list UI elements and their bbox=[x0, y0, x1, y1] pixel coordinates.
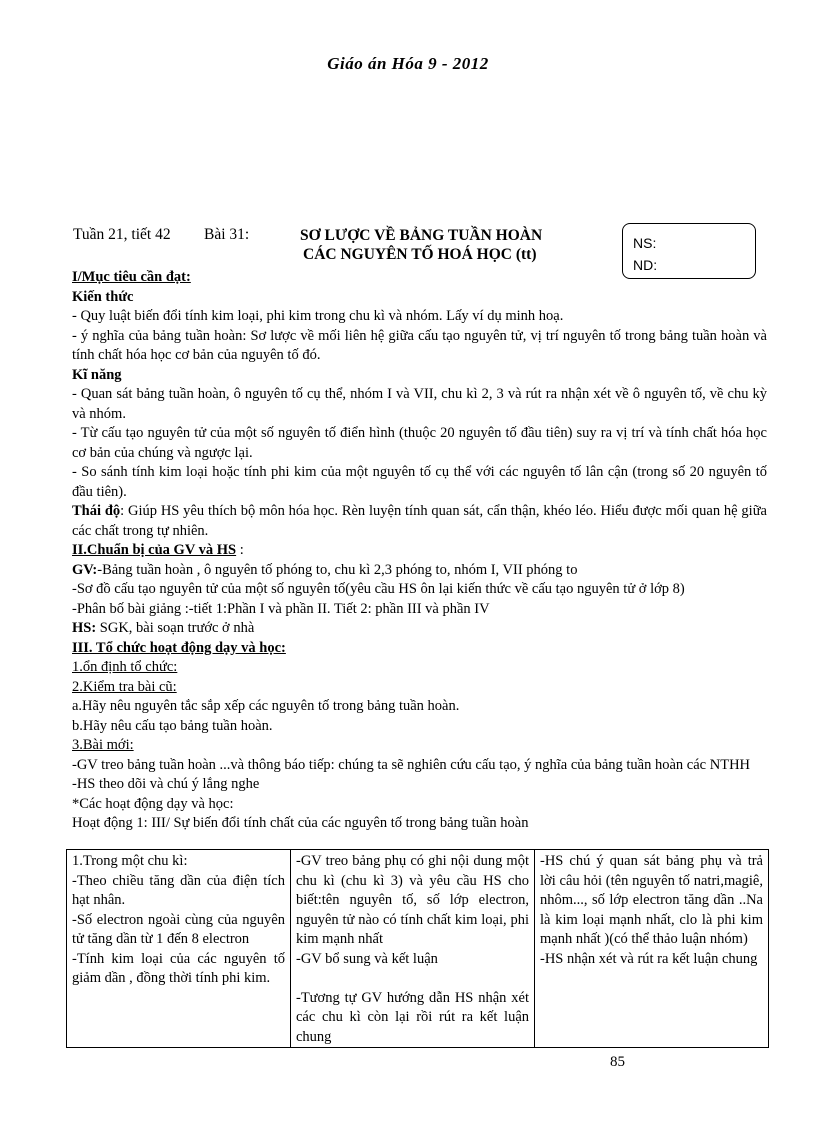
activity-table bbox=[66, 849, 769, 1048]
section3-heading: III. Tổ chức hoạt động dạy và học: bbox=[72, 639, 286, 656]
activity-title: Hoạt động 1: III/ Sự biến đổi tính chất của các nguyên tố trong bảng tuần hoàn bbox=[72, 815, 529, 831]
knowledge-item-1: - Quy luật biến đổi tính kim loại, phi kim trong chu kì và nhóm. Lấy ví dụ minh hoạ. bbox=[72, 308, 564, 324]
gv-item-3: -Phân bố bài giảng :-tiết 1:Phần I và phần II. Tiết 2: phần III và phần IV bbox=[72, 600, 490, 617]
table-cell-teacher bbox=[291, 850, 535, 1048]
gv-label: GV: bbox=[72, 561, 98, 578]
cell-line: 1.Trong một chu kì: bbox=[72, 853, 188, 869]
lesson-title-line1: SƠ LƯỢC VỀ BẢNG TUẦN HOÀN bbox=[300, 227, 543, 244]
attitude-paragraph bbox=[72, 502, 767, 541]
lesson-title bbox=[300, 226, 542, 264]
cell-line: -Tương tự GV hướng dẫn HS nhận xét các chu kì còn lại rồi rút ra kết luận chung bbox=[296, 989, 529, 1045]
section2-heading-suffix: : bbox=[236, 542, 244, 558]
lesson-title-line2: CÁC NGUYÊN TỐ HOÁ HỌC (tt) bbox=[303, 246, 537, 263]
intro-3: *Các hoạt động dạy và học: bbox=[72, 795, 234, 812]
cell-line: -Tính kim loại của các nguyên tố giảm dần , đồng thời tính phi kim. bbox=[72, 950, 285, 986]
section1-heading: I/Mục tiêu cần đạt: bbox=[72, 269, 191, 285]
cell-line: -HS nhận xét và rút ra kết luận chung bbox=[540, 950, 758, 967]
step-1: 1.ổn định tổ chức: bbox=[72, 659, 178, 675]
cell-line: -Số electron ngoài cùng của nguyên tử tăng dần từ 1 đến 8 electron bbox=[72, 911, 285, 947]
question-a: a.Hãy nêu nguyên tắc sắp xếp các nguyên tố trong bảng tuần hoàn. bbox=[72, 698, 460, 714]
table-cell-content bbox=[67, 850, 291, 1048]
knowledge-heading: Kiến thức bbox=[72, 288, 134, 305]
table-cell-student bbox=[535, 850, 769, 1048]
knowledge-item-2: - ý nghĩa của bảng tuần hoàn: Sơ lược về mối liên hệ giữa cấu tạo nguyên tử, vị trí nguyên tố trong bảng tuần hoàn và tính chất hóa học cơ bản của nguyên tố đó. bbox=[72, 327, 767, 363]
cell-line: -GV treo bảng phụ có ghi nội dung một chu kì (chu kì 3) và yêu cầu HS cho biết:tên nguyên tố, số lớp electron, nguyên tử nào có tính chất kim loại, phi kim mạnh nhất bbox=[296, 853, 529, 947]
cell-line: -GV bổ sung và kết luận bbox=[296, 950, 438, 967]
ns-label: NS: bbox=[633, 235, 657, 251]
step-2: 2.Kiểm tra bài cũ: bbox=[72, 678, 177, 695]
lesson-week: Tuần 21, tiết 42 bbox=[73, 226, 171, 243]
gv-text-1: -Bảng tuần hoàn , ô nguyên tố phóng to, chu kì 2,3 phóng to, nhóm I, VII phóng to bbox=[97, 561, 578, 578]
skill-item-1: - Quan sát bảng tuần hoàn, ô nguyên tố cụ thể, nhóm I và VII, chu kì 2, 3 và rút ra nhận xét về ô nguyên tố, về chu kỳ và nhóm. bbox=[72, 386, 767, 422]
section2-heading-row bbox=[72, 541, 767, 561]
page-header: Giáo án Hóa 9 - 2012 bbox=[327, 54, 489, 73]
gv-item-1 bbox=[72, 561, 767, 581]
question-b: b.Hãy nêu cấu tạo bảng tuần hoàn. bbox=[72, 717, 273, 734]
lesson-content bbox=[72, 268, 767, 834]
intro-2: -HS theo dõi và chú ý lắng nghe bbox=[72, 776, 260, 792]
intro-1: -GV treo bảng tuần hoàn ...và thông báo tiếp: chúng ta sẽ nghiên cứu cấu tạo, ý nghĩa của bảng tuần hoàn các NTHH bbox=[72, 756, 751, 773]
section2-heading: II.Chuẩn bị của GV và HS bbox=[72, 542, 237, 558]
skill-item-3: - So sánh tính kim loại hoặc tính phi kim của một nguyên tố cụ thể với các nguyên tố lân cận (trong số 20 nguyên tố đầu tiên). bbox=[72, 464, 767, 500]
table-row bbox=[67, 850, 769, 1048]
hs-label: HS: bbox=[72, 620, 97, 636]
skill-item-2: - Từ cấu tạo nguyên tử của một số nguyên tố điển hình (thuộc 20 nguyên tố đầu tiên) suy ra vị trí và tính chất hóa học cơ bản của chúng và ngược lại. bbox=[72, 425, 767, 461]
cell-line: -Theo chiều tăng dần của điện tích hạt nhân. bbox=[72, 872, 285, 908]
nd-label: ND: bbox=[633, 257, 658, 273]
skills-heading: Kĩ năng bbox=[72, 366, 122, 383]
page-number: 85 bbox=[610, 1054, 625, 1070]
gv-item-2: -Sơ đồ cấu tạo nguyên tử của một số nguyên tố(yêu cầu HS ôn lại kiến thức về cấu tạo nguyên tử ở lớp 8) bbox=[72, 581, 685, 597]
step-3: 3.Bài mới: bbox=[72, 737, 134, 753]
lesson-number: Bài 31: bbox=[204, 226, 250, 243]
attitude-label: Thái độ bbox=[72, 503, 121, 519]
attitude-text: : Giúp HS yêu thích bộ môn hóa học. Rèn luyện tính quan sát, cẩn thận, khéo léo. Hiểu được mối quan hệ giữa các chất trong tự nhiên. bbox=[72, 503, 767, 539]
hs-text: SGK, bài soạn trước ở nhà bbox=[96, 620, 255, 636]
hs-item bbox=[72, 619, 767, 639]
cell-line: -HS chú ý quan sát bảng phụ và trả lời câu hỏi (tên nguyên tố natri,magiê, nhôm..., số lớp electron tăng dần ..Na là kim loại mạnh nhất, clo là phi kim mạnh nhất )(có thể thảo luận nhóm) bbox=[540, 853, 763, 947]
